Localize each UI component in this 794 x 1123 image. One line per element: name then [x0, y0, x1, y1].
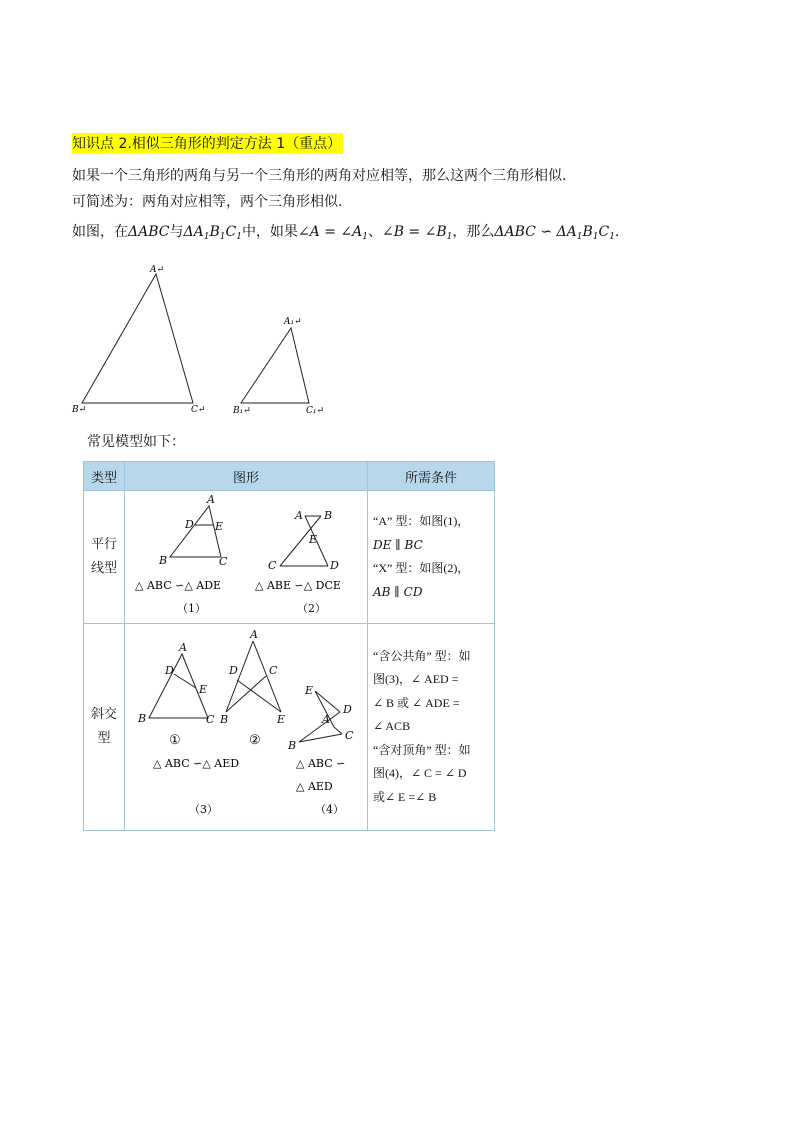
cond2-line2: 图(3)，∠ AED =: [373, 672, 459, 687]
cond1-line2: DE ∥ BC: [373, 537, 423, 552]
cond2-line5: “含对顶角” 型：如: [373, 742, 471, 757]
row2-type: [84, 624, 125, 831]
fig1-caption: △ ABC ∽△ ADE: [135, 579, 222, 592]
sub-1: 1: [609, 232, 615, 242]
sub-1: 1: [203, 232, 210, 242]
example-end: ．: [614, 224, 629, 240]
row2-type-line2: 型: [97, 731, 111, 746]
cond2-line7: 或∠ E =∠ B: [373, 789, 437, 804]
parallel-figures: [125, 491, 368, 619]
label-a: A↵: [150, 265, 165, 275]
fig3-circled-2: ②: [249, 733, 261, 748]
cond2-line3: ∠ B 或 ∠ ADE =: [373, 695, 460, 710]
fig1-number: （1）: [177, 602, 206, 615]
row1-type-line1: 平行: [90, 537, 117, 552]
fig3a-label-e: E: [199, 683, 208, 696]
fig4-label-b: B: [288, 739, 297, 752]
angle-a-equality: [298, 224, 368, 240]
fig3b-label-e: E: [277, 713, 286, 726]
label-b: B↵: [72, 405, 87, 415]
cond1-line3: “X” 型：如图(2)，: [373, 561, 470, 575]
cond2-line1: “含公共角” 型：如: [373, 648, 471, 663]
example-text: [72, 222, 629, 247]
separator: 、: [367, 224, 382, 240]
conj-with: 与: [169, 224, 184, 240]
fig4-label-a: A: [322, 713, 330, 726]
cond1-line1: “A” 型：如图(1)，: [373, 514, 470, 528]
fig3b-label-a: A: [250, 628, 258, 641]
fig2-label-d: D: [330, 559, 339, 572]
sub-1: 1: [446, 232, 453, 242]
similarity-statement: [494, 224, 615, 240]
row1-type: [84, 491, 125, 624]
cropped-caption: [83, 461, 495, 466]
models-table: [83, 461, 495, 831]
fig4-label-c: C: [345, 729, 354, 742]
sub-1: 1: [219, 232, 226, 242]
fig2-number: （2）: [297, 602, 326, 615]
label-c: C↵: [191, 405, 206, 415]
tri2-a: ΔA: [183, 224, 204, 240]
models-title: 常见模型如下：: [87, 434, 185, 450]
row2-type-line1: 斜交: [90, 707, 117, 722]
cond1-line4: AB ∥ CD: [373, 584, 423, 599]
header-condition: 所需条件: [368, 462, 495, 491]
fig3-circled-1: ①: [169, 733, 181, 748]
row2-figures: [125, 624, 368, 831]
fig4-caption-1: △ ABC ∽: [296, 757, 346, 770]
fig4-label-d: D: [343, 703, 352, 716]
oblique-figures: [125, 624, 368, 826]
angle-b: ∠B = ∠B: [381, 224, 447, 240]
fig3a-label-a: A: [179, 641, 187, 654]
angle-a: ∠A = ∠A: [297, 224, 363, 240]
header-figure: 图形: [125, 462, 368, 491]
triangle-a1b1c1: [183, 224, 241, 240]
fig2-label-b: B: [324, 509, 333, 522]
row1-figures: [125, 491, 368, 624]
fig1-label-a: A: [207, 493, 215, 506]
fig2-caption: △ ABE ∽△ DCE: [255, 579, 341, 592]
summary-text: 可简述为：两角对应相等，两个三角形相似．: [72, 194, 352, 210]
fig3a-label-b: B: [138, 712, 147, 725]
row1-conditions: [368, 491, 495, 624]
cond2-line6: 图(4)，∠ C = ∠ D: [373, 766, 467, 781]
row1-type-line2: 线型: [90, 561, 117, 576]
sub-1: 1: [576, 232, 583, 242]
figure-2-x-type: [280, 516, 328, 566]
fig3-number: （3）: [189, 803, 218, 816]
sim-a: ΔABC ∽ ΔA: [494, 224, 577, 240]
triangle-abc: ΔABC: [128, 224, 170, 240]
figure-1-a-type: [170, 506, 224, 557]
section-heading: 知识点 2.相似三角形的判定方法 1（重点）: [72, 133, 343, 154]
fig3a-label-d: D: [165, 664, 174, 677]
fig3b-label-d: D: [229, 664, 238, 677]
fig3b-label-c: C: [269, 664, 278, 677]
label-b1: B₁↵: [233, 406, 251, 416]
fig1-label-e: E: [215, 520, 224, 533]
sim-c: C: [598, 224, 610, 240]
fig1-label-b: B: [159, 554, 168, 567]
triangle-abc-shape: [82, 274, 193, 403]
example-middle: 中，如果: [241, 224, 298, 240]
header-type: 类型: [84, 462, 125, 491]
fig3-caption: △ ABC ∽△ AED: [153, 757, 240, 770]
fig1-label-c: C: [219, 555, 228, 568]
sim-b: B: [582, 224, 593, 240]
definition-text: 如果一个三角形的两角与另一个三角形的两角对应相等，那么这两个三角形相似．: [72, 168, 576, 184]
sub-1: 1: [592, 232, 599, 242]
sub-1: 1: [236, 232, 242, 242]
label-a1: A₁↵: [284, 317, 302, 327]
tri2-c: C: [225, 224, 237, 240]
sub-1: 1: [362, 232, 368, 242]
fig3a-label-c: C: [206, 713, 215, 726]
example-then: ，那么: [452, 224, 495, 240]
fig4-caption-2: △ AED: [296, 780, 333, 793]
tri2-b: B: [209, 224, 220, 240]
figure-4-vertical-angle: [299, 691, 342, 742]
similar-triangles-figure: [60, 260, 325, 420]
fig2-label-e: E: [309, 533, 318, 546]
row2-conditions: [368, 624, 495, 831]
label-c1: C₁↵: [306, 406, 325, 416]
models-table-container: [83, 461, 495, 823]
fig2-label-c: C: [268, 559, 277, 572]
fig4-number: （4）: [315, 803, 344, 816]
triangle-a1b1c1-shape: [241, 328, 309, 403]
fig1-label-d: D: [185, 518, 194, 531]
fig2-label-a: A: [295, 509, 303, 522]
fig3b-label-b: B: [220, 713, 229, 726]
cond2-line4: ∠ ACB: [373, 719, 411, 734]
example-prefix: 如图，在: [72, 224, 128, 240]
fig4-label-e: E: [305, 684, 314, 697]
angle-b-equality: [382, 224, 452, 240]
